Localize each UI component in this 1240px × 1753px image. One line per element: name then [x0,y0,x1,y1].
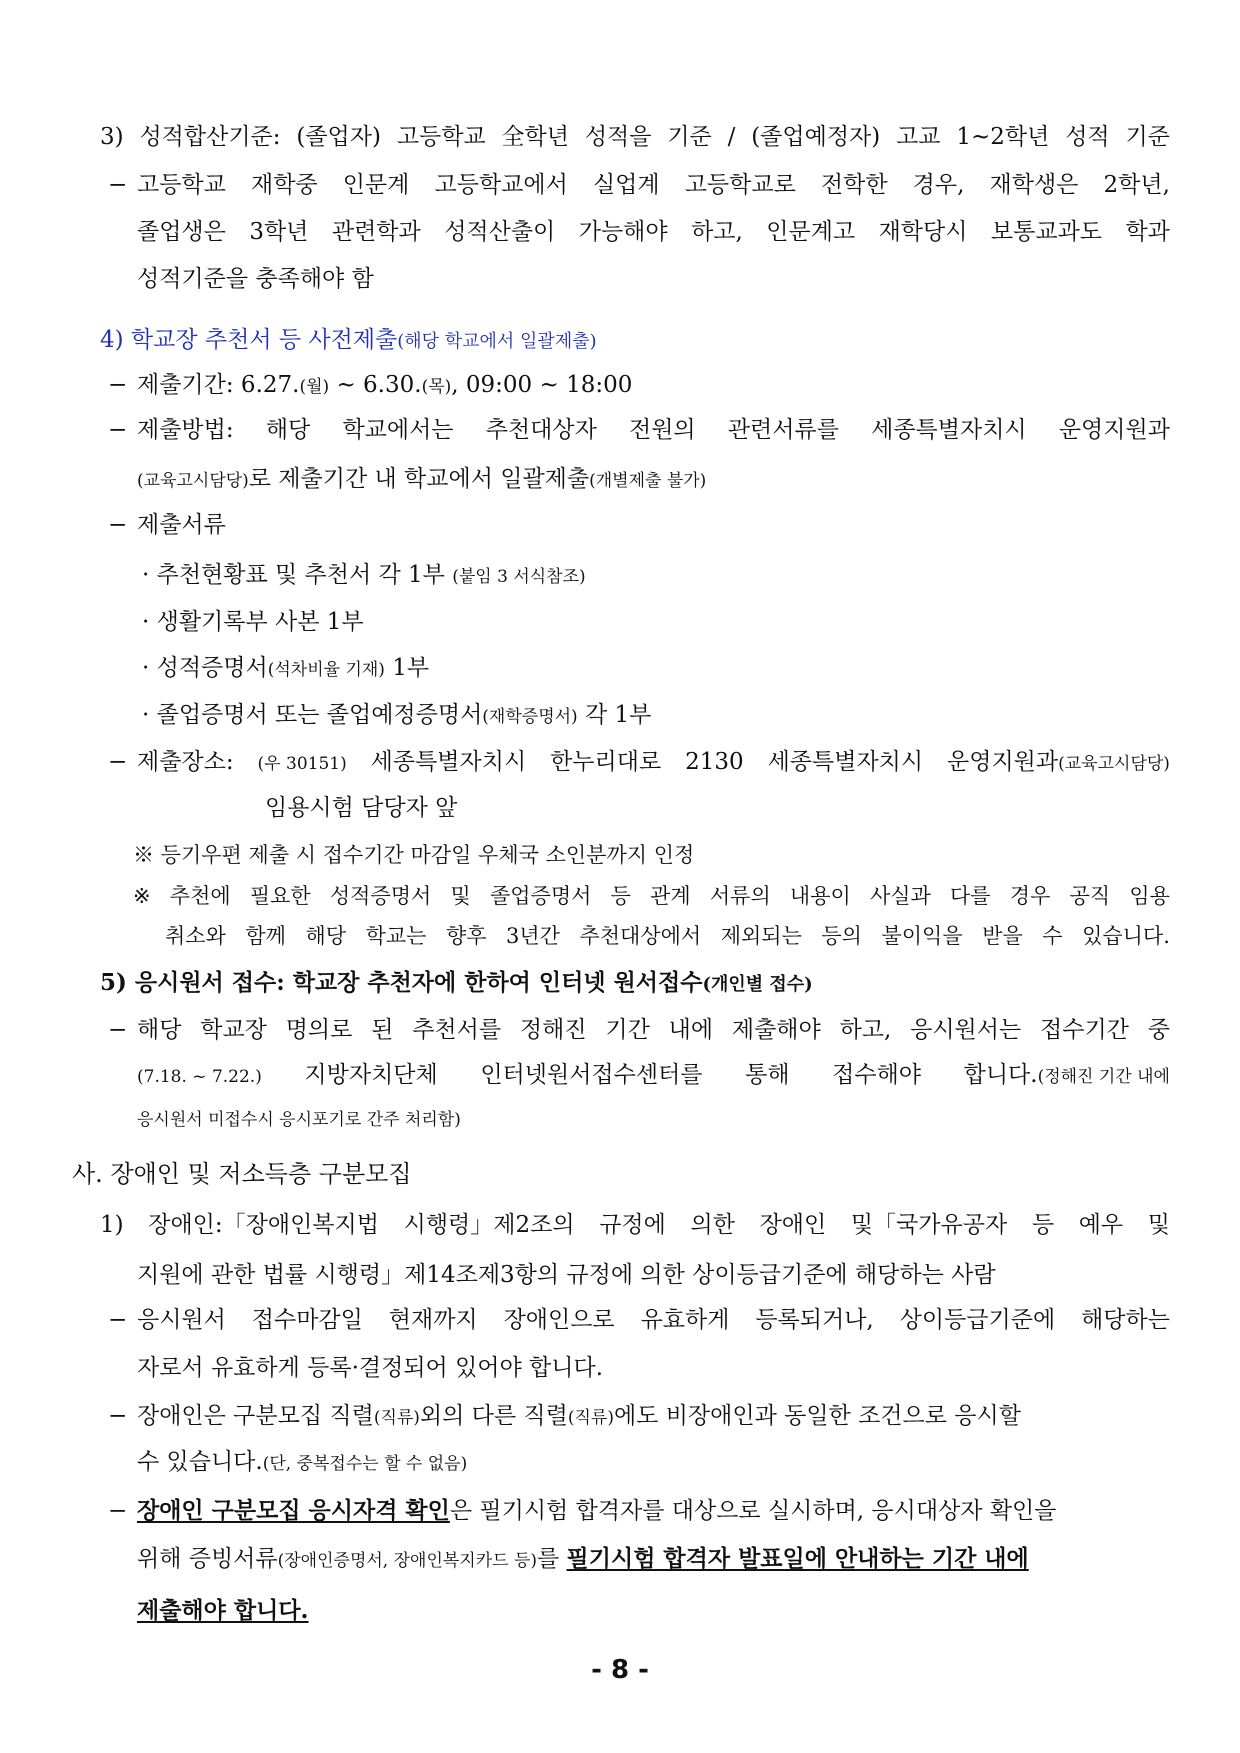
section-bullet1-line1 [137,1304,1170,1336]
bullet-dash: − [108,1017,128,1043]
bullet-dash: − [108,1498,128,1524]
word: 전원의 [629,417,696,443]
item3-line1 [100,121,1170,153]
word: 장애인으로 [503,1307,615,1333]
word: 제출해야 [731,1017,821,1043]
word: (졸업자) [296,124,381,150]
word: 추천에 [169,884,231,908]
word: 및「국가유공자 [850,1212,1008,1238]
word: 장애인:「장애인복지법 [148,1212,379,1238]
word: 내에 [668,1017,714,1043]
item5-line1 [137,1014,1170,1046]
word: 있습니다. [1082,924,1170,948]
word: 세종특별자치시 [871,417,1027,443]
word: 졸업증명서 [490,884,592,908]
section-bullet1-line2: 자로서 유효하게 등록·결정되어 있어야 합니다. [137,1355,604,1381]
word: 고등학교로 [684,172,796,198]
note-penalty-line2 [165,920,1170,952]
section-item1-line2: 지원에 관한 법률 시행령」제14조제3항의 규정에 의한 상이등급기준에 해당하는 사람 [137,1262,996,1288]
word: 된 [371,1017,394,1043]
document-item: · 추천현황표 및 추천서 각 1부 (붙임 3 서식참조) [142,562,586,588]
word: 추천대상자 [485,417,597,443]
word: 기준 [667,124,712,150]
word: 경우 [1009,884,1051,908]
word: 추천대상에서 [579,924,702,948]
page-number: - 8 - [591,1655,649,1685]
word: 유효하게 [640,1307,730,1333]
word: 장애인 [759,1212,827,1238]
section-bullet3-line2: 위해 증빙서류 (장애인증명서, 장애인복지카드 등) 를 필기시험 합격자 발표일에 안내하는 기간 내에 [137,1545,1029,1572]
word: 등 [1031,1212,1055,1238]
word: 수 [1042,924,1063,948]
word: 고등학교에서 [434,172,568,198]
word: 다를 [950,884,991,908]
word: 향후 [445,924,487,948]
document-item: · 생활기록부 사본 1부 [142,609,364,635]
word: 성적 [1065,124,1110,150]
word: 3) [100,124,124,150]
word: 해당하는 [1081,1307,1170,1333]
item5-line3: 응시원서 미접수시 응시포기로 간주 처리함) [137,1110,461,1130]
word: 해당 [137,1017,182,1043]
word: 중 [1147,1017,1170,1043]
section-bullet2-line1: 장애인은 구분모집 직렬 (직류) 외의 다른 직렬 (직류) 에도 비장애인과 동일한 조건으로 응시할 [137,1403,1021,1429]
word: 인문계고 [766,219,856,245]
word: 성적산출이 [444,219,556,245]
word: 제외되는 [720,924,802,948]
word: 고등학교 [396,124,486,150]
word: 관련서류를 [727,417,839,443]
word: 불이익을 [881,924,963,948]
word: 임용 [1129,884,1170,908]
item5-line2: (7.18. ~ 7.22.) 지방자치단체 인터넷원서접수센터를 통해 접수해야 합니다.(정해진 기간 내에 [137,1062,1170,1088]
documents-label: 제출서류 [137,512,226,538]
word: 사실과 [869,884,931,908]
note-registered-mail: ※ 등기우편 제출 시 접수기간 마감일 우체국 소인분까지 인정 [133,843,695,867]
word: 정해진 [519,1017,587,1043]
submission-method-line2: (교육고시담당) 로 제출기간 내 학교에서 일괄제출 (개별제출 불가) [137,466,707,492]
word: 3학년 [249,219,309,245]
item3-bullet-line3: 성적기준을 충족해야 함 [137,266,374,292]
word: 학교는 [365,924,427,948]
word: 응시원서는 [910,1017,1022,1043]
word: 함께 [245,924,286,948]
word: 고교 [896,124,941,150]
word: 3년간 [506,924,560,948]
word: 접수마감일 [251,1307,363,1333]
word: 취소와 [165,924,226,948]
word: 등록되거나, [755,1307,874,1333]
word: 성적증명서 [329,884,432,908]
word: 가능해야 [578,219,668,245]
word: 실업계 [592,172,660,198]
word: 학과 [1125,219,1170,245]
word: 현재까지 [388,1307,478,1333]
word: 공직 [1069,884,1111,908]
submission-period: 제출기간: 6.27. (월) ~ 6.30. (목) , 09:00 ~ 18:00 [137,372,633,398]
word: 인문계 [342,172,410,198]
word: 해당 [305,924,347,948]
submission-place-line2: 임용시험 담당자 앞 [265,795,458,821]
word: 학교장 [200,1017,267,1043]
item4-title: 4) 학교장 추천서 등 사전제출 (해당 학교에서 일괄제출) [100,327,597,353]
submission-method-line1 [137,414,1170,446]
word: 재학당시 [878,219,968,245]
section-bullet2-line2: 수 있습니다. (단, 중복접수는 할 수 없음) [137,1449,468,1475]
word: 해당 [265,417,311,443]
word: 의한 [690,1212,735,1238]
section-heading: 사. 장애인 및 저소득층 구분모집 [72,1160,412,1188]
word: 필요한 [249,884,311,908]
word: 등의 [821,924,862,948]
word: 하고, [691,219,743,245]
word: 시행령」제2조의 [403,1212,575,1238]
word: 및 [1147,1212,1170,1238]
word: 제출방법: [137,417,234,443]
word: 졸업생은 [137,219,226,245]
word: 2학년, [1103,172,1170,198]
word: 받을 [982,924,1023,948]
bullet-dash: − [108,417,128,443]
word: 및 [450,884,471,908]
section-bullet3-line3: 제출해야 합니다. [137,1597,309,1624]
word: 예우 [1078,1212,1124,1238]
word: 全학년 [501,124,569,150]
word: 접수기간 [1040,1017,1129,1043]
word: 경우, [912,172,965,198]
document-item: · 성적증명서 (석차비율 기재) 1부 [142,655,430,681]
item5-title: 5) 응시원서 접수: 학교장 추천자에 한하여 인터넷 원서접수 (개인별 접수) [100,969,813,996]
bullet-dash: − [108,372,128,398]
word: 기간 [605,1017,650,1043]
word: ※ [133,884,151,908]
word: (졸업예정자) [751,124,881,150]
bullet-dash: − [108,749,128,775]
word: 고등학교 [137,172,226,198]
word: 관련학과 [331,219,421,245]
word: 성적을 [584,124,652,150]
section-bullet3-line1: 장애인 구분모집 응시자격 확인 은 필기시험 합격자를 대상으로 실시하며, 응시대상자 확인을 [137,1497,1057,1524]
word: / [727,124,736,150]
item3-bullet-line1 [137,169,1170,201]
bullet-dash: − [108,1307,128,1333]
word: 학교에서는 [342,417,454,443]
word: 관계 [650,884,691,908]
word: 추천서를 [412,1017,502,1043]
bullet-dash: − [108,172,128,198]
word: 응시원서 [137,1307,226,1333]
word: 1) [100,1212,124,1238]
word: 하고, [839,1017,892,1043]
document-item: · 졸업증명서 또는 졸업예정증명서 (재학증명서) 각 1부 [142,702,652,728]
word: 상이등급기준에 [899,1307,1056,1333]
word: 재학중 [250,172,318,198]
word: 등 [610,884,631,908]
submission-place-line1: 제출장소: (우 30151) 세종특별자치시 한누리대로 2130 세종특별자치시 운영지원과(교육고시담당) [137,749,1170,775]
word: 운영지원과 [1058,417,1170,443]
word: 서류의 [709,884,771,908]
word: 재학생은 [989,172,1079,198]
word: 규정에 [599,1212,666,1238]
word: 내용이 [789,884,851,908]
word: 보통교과도 [990,219,1103,245]
word: 기준 [1125,124,1170,150]
word: 명의로 [285,1017,353,1043]
word: 성적합산기준: [139,124,281,150]
bullet-dash: − [108,1403,128,1429]
word: 전학한 [820,172,888,198]
note-penalty-line1 [133,880,1170,912]
section-item1-line1 [100,1209,1170,1241]
word: 1~2학년 [956,124,1050,150]
bullet-dash: − [108,512,128,538]
item3-bullet-line2 [137,216,1170,248]
